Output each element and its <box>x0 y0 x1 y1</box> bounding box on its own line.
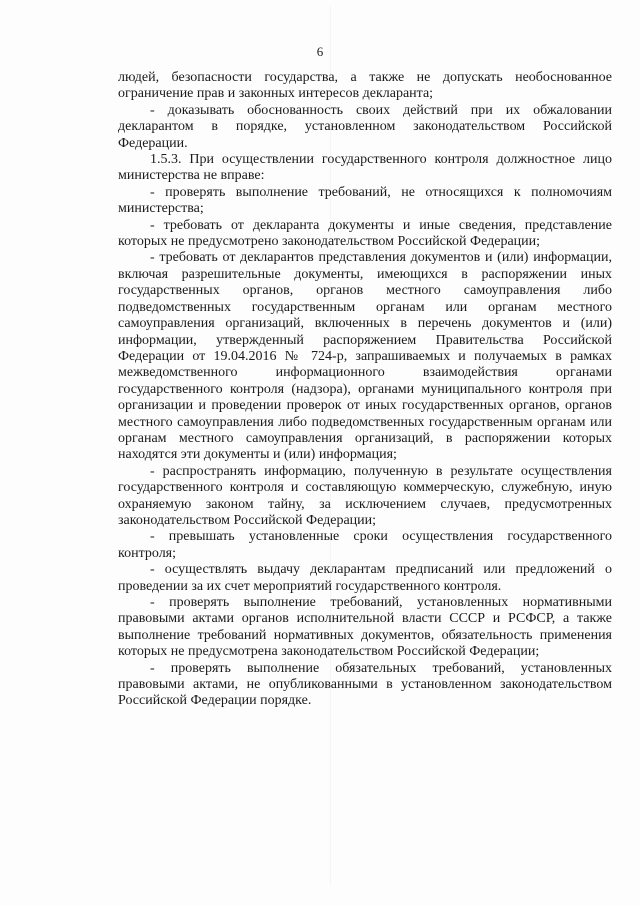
paragraph-continuation: людей, безопасности государства, а также не допускать необоснованное ограничение прав и законных интересов декларанта; <box>118 70 612 102</box>
paragraph-require-information: - требовать от декларантов представления документов и (или) информации, включая разрешительные документы, имеющихся в распоряжении иных государственных органов, органов местного самоуправления либо подведомственных государственным органам или органам местного самоуправления организаций, включенных в перечень документов и (или) информации, утвержденный распоряжением Правительства Российской Федерации от 19.04.2016 № 724-р, запрашиваемых и получаемых в рамках межведомственного информационного взаимодействия органами государственного контроля (надзора), органами муниципального контроля при организации и проведении проверок от иных государственных органов, органов местного самоуправления либо подведомственных государственным органам или органам местного самоуправления организаций, в распоряжении которых находятся эти документы и (или) информация; <box>118 250 612 463</box>
paragraph-exceed-deadlines: - превышать установленные сроки осуществления государственного контроля; <box>118 529 612 561</box>
paragraph-ussr-acts: - проверять выполнение требований, установленных нормативными правовыми актами органов исполнительной власти СССР и РСФСР, а также выполнение требований нормативных документов, обязательность применения которых не предусмотрена законодательством Российской Федерации; <box>118 595 612 660</box>
paragraph-check-requirements: - проверять выполнение требований, не относящихся к полномочиям министерства; <box>118 184 612 217</box>
paragraph-issue-orders: - осуществлять выдачу декларантам предписаний или предложений о проведении за их счет мероприятий государственного контроля. <box>118 562 612 594</box>
paragraph-distribute-information: - распространять информацию, полученную в результате осуществления государственного контроля и составляющую коммерческую, служебную, иную охраняемую законом тайну, за исключением случаев, предусмотренных законодательством Российской Федерации; <box>118 463 612 528</box>
paragraph-require-documents: - требовать от декларанта документы и иные сведения, представление которых не предусмотрено законодательством Российской Федерации; <box>118 217 612 250</box>
document-body <box>118 70 612 710</box>
paragraph-unpublished-acts: - проверять выполнение обязательных требований, установленных правовыми актами, не опубликованными в установленном законодательством Российской Федерации порядке. <box>118 660 612 709</box>
page-number: 6 <box>316 44 324 59</box>
paragraph-section-1-5-3: 1.5.3. При осуществлении государственного контроля должностное лицо министерства не вправе: <box>118 152 612 184</box>
paragraph-justify-actions: - доказывать обоснованность своих действий при их обжаловании декларантом в порядке, установленном законодательством Российской Федерации. <box>118 102 612 151</box>
